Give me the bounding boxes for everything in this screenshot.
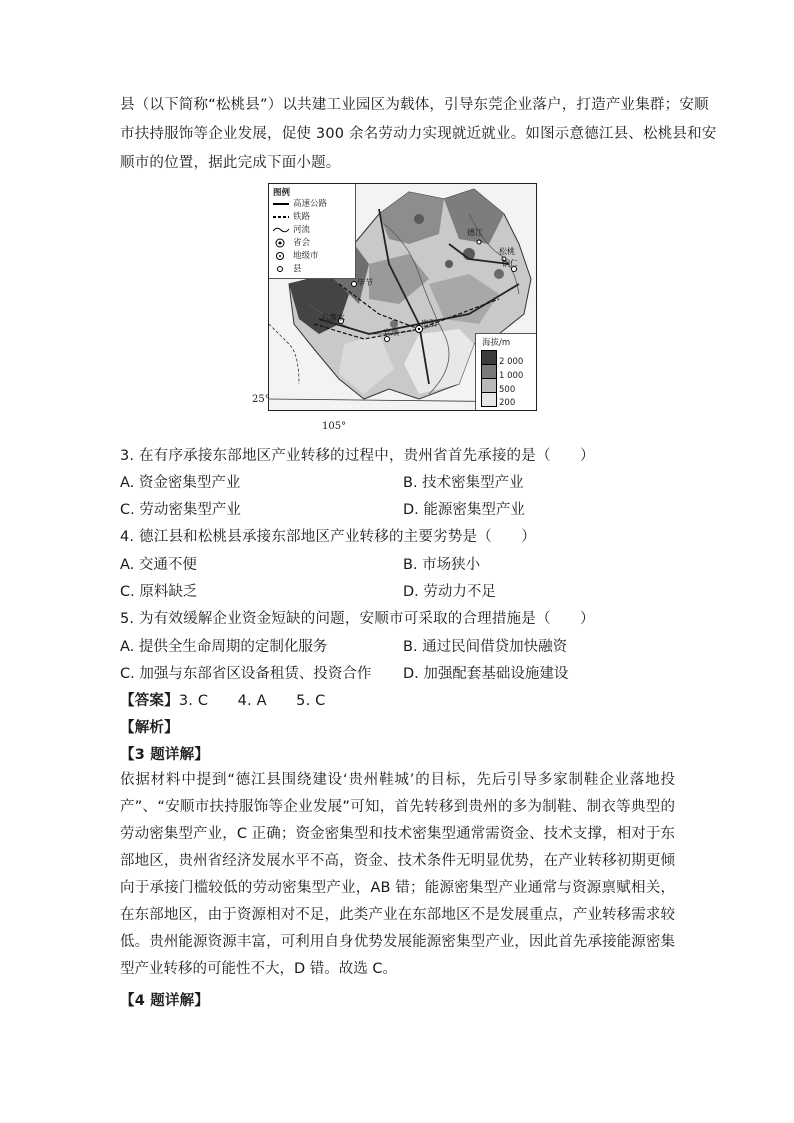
question-5-stem: 5. 为有效缓解企业资金短缺的问题，安顺市可采取的合理措施是（ ） (120, 611, 595, 627)
question-3-stem: 3. 在有序承接东部地区产业转移的过程中，贵州省首先承接的是（ ） (120, 448, 595, 464)
q4-option-c: C. 原料缺乏 (120, 584, 198, 600)
elev-swatch-200 (481, 392, 497, 407)
elev-label-500: 500 (499, 385, 516, 395)
q3-option-d: D. 能源密集型产业 (403, 502, 525, 518)
question-4-stem: 4. 德江县和松桃县承接东部地区产业转移的主要劣势是（ ） (120, 529, 536, 545)
longitude-label: 105° (322, 421, 347, 432)
q5-option-b: B. 通过民间借贷加快融资 (403, 639, 568, 655)
intro-line-2: 市扶持服饰等企业发展，促使 300 余名劳动力实现就近就业。如图示意德江县、松桃县和安 (120, 126, 717, 142)
place-bijie: 毕节 (357, 278, 373, 287)
elev-label-1000: 1 000 (499, 371, 524, 381)
county-symbol (275, 264, 285, 274)
intro-line-1: 县（以下简称“松桃县”）以共建工业园区为载体，引导东莞企业落户，打造产业集群；安顺 (120, 97, 709, 113)
highway-symbol (273, 201, 289, 207)
legend-title: 图例 (273, 188, 291, 198)
river-symbol (273, 226, 289, 234)
elevation-legend (475, 333, 536, 410)
legend-prefecture-city: 地级市 (293, 251, 319, 261)
elevation-title: 海拔/m (482, 338, 511, 348)
detail-4-label: 【4 题详解】 (120, 993, 210, 1009)
location-map-figure (252, 183, 542, 435)
legend-river: 河流 (293, 225, 311, 235)
place-liupanshui: 六盘水 (321, 313, 345, 322)
q5-option-d: D. 加强配套基础设施建设 (403, 666, 569, 682)
detail-3-label: 【3 题详解】 (120, 747, 210, 763)
latitude-label: 25° (252, 394, 270, 405)
elev-swatch-500 (481, 378, 497, 393)
legend-highway: 高速公路 (293, 199, 328, 209)
prefecture-city-symbol (275, 251, 285, 261)
q4-option-b: B. 市场狭小 (403, 557, 481, 573)
q5-option-c: C. 加强与东部省区设备租赁、投资合作 (120, 666, 372, 682)
place-songtao: 松桃 (499, 247, 515, 256)
map-legend (269, 184, 356, 279)
detail-3-text: 依据材料中提到“德江县围绕建设‘贵州鞋城’的目标，先后引导多家制鞋企业落地投产”、“安顺市扶持服饰等企业发展”可知，首先转移到贵州的多为制鞋、制衣等典型的劳动密集型产业，C 正确；资金密集型和技术密集型通常需资金、技术支撑，相对于东部地区，贵州省经济发展水平不高，资金、技术条件无明显优势，在产业转移初期更倾向于承接门槛较低的劳动密集型产业，AB 错；能源密集型产业通常与资源禀赋相关，在东部地区，由于资源相对不足，此类产业在东部地区不是发展重点，产业转移需求较低。贵州能源资源丰富，可利用自身优势发展能源密集型产业，因此首先承接能源密集型产业转移的可能性不大，D 错。故选 C。 (120, 772, 675, 977)
elev-swatch-2000 (481, 350, 497, 365)
q4-option-d: D. 劳动力不足 (403, 584, 496, 600)
elev-swatch-1000 (481, 364, 497, 379)
railway-symbol (273, 214, 289, 220)
legend-county: 县 (293, 264, 302, 274)
place-anshun: 安顺 (383, 328, 399, 337)
q3-option-c: C. 劳动密集型产业 (120, 502, 241, 518)
elev-label-2000: 2 000 (499, 357, 524, 367)
q4-option-a: A. 交通不便 (120, 557, 197, 573)
map-frame (268, 183, 537, 411)
place-tongren: 铜仁 (502, 259, 518, 268)
answer-label: 【答案】 (120, 693, 179, 709)
legend-railway: 铁路 (293, 212, 311, 222)
analysis-label: 【解析】 (120, 720, 179, 736)
q3-option-a: A. 资金密集型产业 (120, 475, 241, 491)
legend-capital: 省会 (293, 238, 311, 248)
place-dejiang: 德江 (467, 228, 483, 237)
intro-line-3: 顺市的位置，据此完成下面小题。 (120, 155, 341, 171)
answer-value: 3. C 4. A 5. C (178, 693, 326, 709)
q3-option-b: B. 技术密集型产业 (403, 475, 524, 491)
capital-symbol (275, 238, 285, 248)
q5-option-a: A. 提供全生命周期的定制化服务 (120, 639, 328, 655)
answer-line (120, 689, 326, 710)
place-guiyang: 贵阳 (421, 319, 437, 328)
elev-label-200: 200 (499, 398, 516, 408)
